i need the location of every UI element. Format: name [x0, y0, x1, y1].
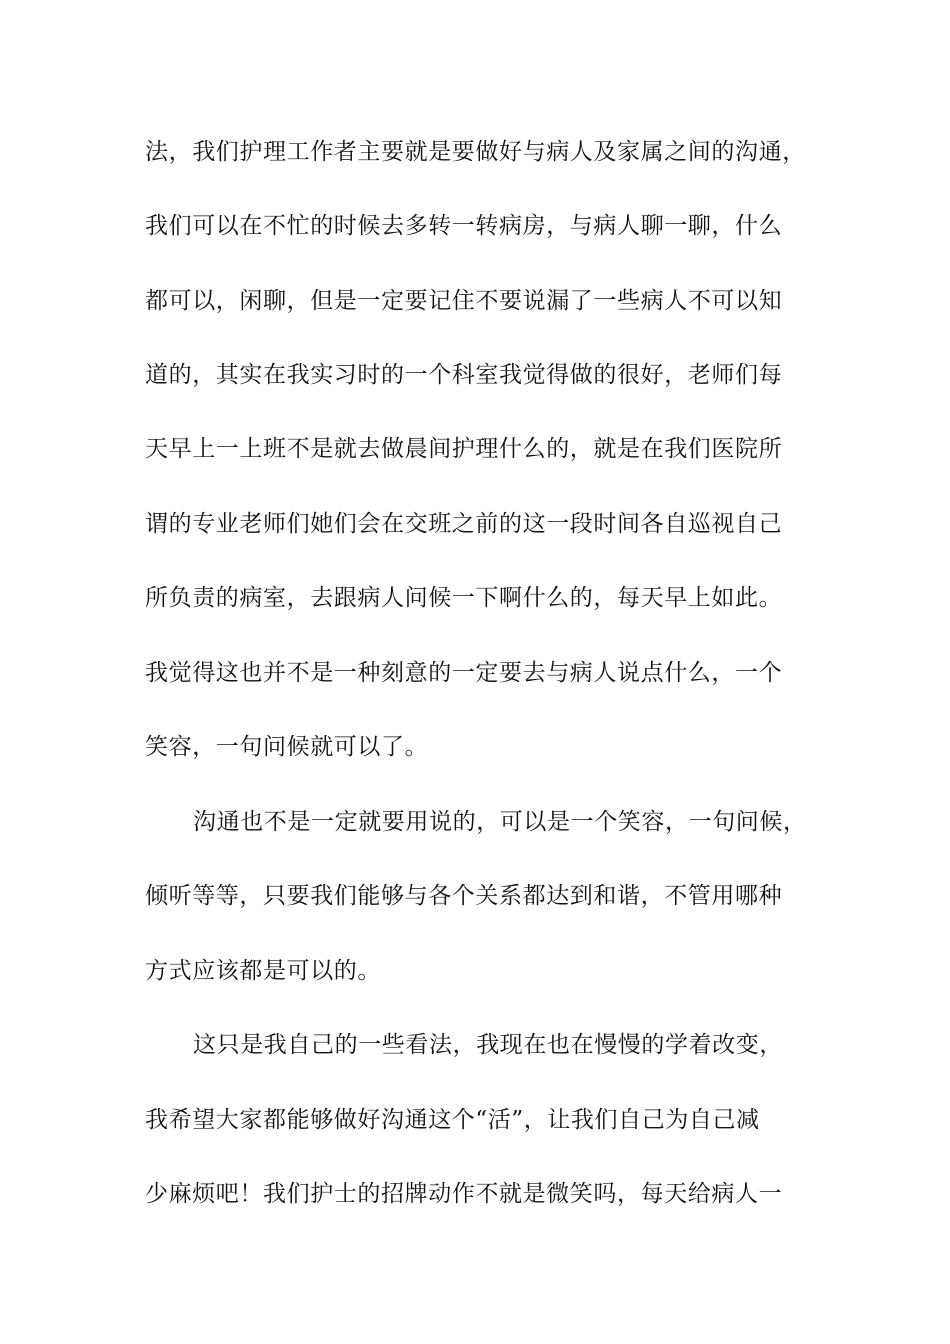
text-line: 我们可以在不忙的时候去多转一转病房，与病人聊一聊，什么 — [145, 213, 783, 239]
text-line: 我觉得这也并不是一种刻意的一定要去与病人说点什么，一个 — [145, 660, 783, 686]
text-line: 都可以，闲聊，但是一定要记住不要说漏了一些病人不可以知 — [145, 288, 783, 314]
paragraph-first-line: 这只是我自己的一些看法，我现在也在慢慢的学着改变， — [193, 1032, 783, 1058]
paragraph-first-line: 沟通也不是一定就要用说的，可以是一个笑容，一句问候， — [193, 809, 807, 835]
text-line: 谓的专业老师们她们会在交班之前的这一段时间各自巡视自己 — [145, 511, 783, 537]
text-line: 法，我们护理工作者主要就是要做好与病人及家属之间的沟通， — [145, 139, 806, 165]
text-line: 少麻烦吧！我们护士的招牌动作不就是微笑吗，每天给病人一 — [145, 1181, 783, 1207]
text-line: 倾听等等，只要我们能够与各个关系都达到和谐，不管用哪种 — [145, 883, 783, 909]
text-line: 所负责的病室，去跟病人问候一下啊什么的，每天早上如此。 — [145, 585, 783, 611]
text-line: 我希望大家都能够做好沟通这个“活”，让我们自己为自己减 — [145, 1107, 760, 1133]
text-line: 方式应该都是可以的。 — [145, 958, 381, 984]
text-line: 天早上一上班不是就去做晨间护理什么的，就是在我们医院所 — [145, 436, 783, 462]
text-line: 道的，其实在我实习时的一个科室我觉得做的很好，老师们每 — [145, 362, 783, 388]
text-line: 笑容，一句问候就可以了。 — [145, 734, 429, 760]
